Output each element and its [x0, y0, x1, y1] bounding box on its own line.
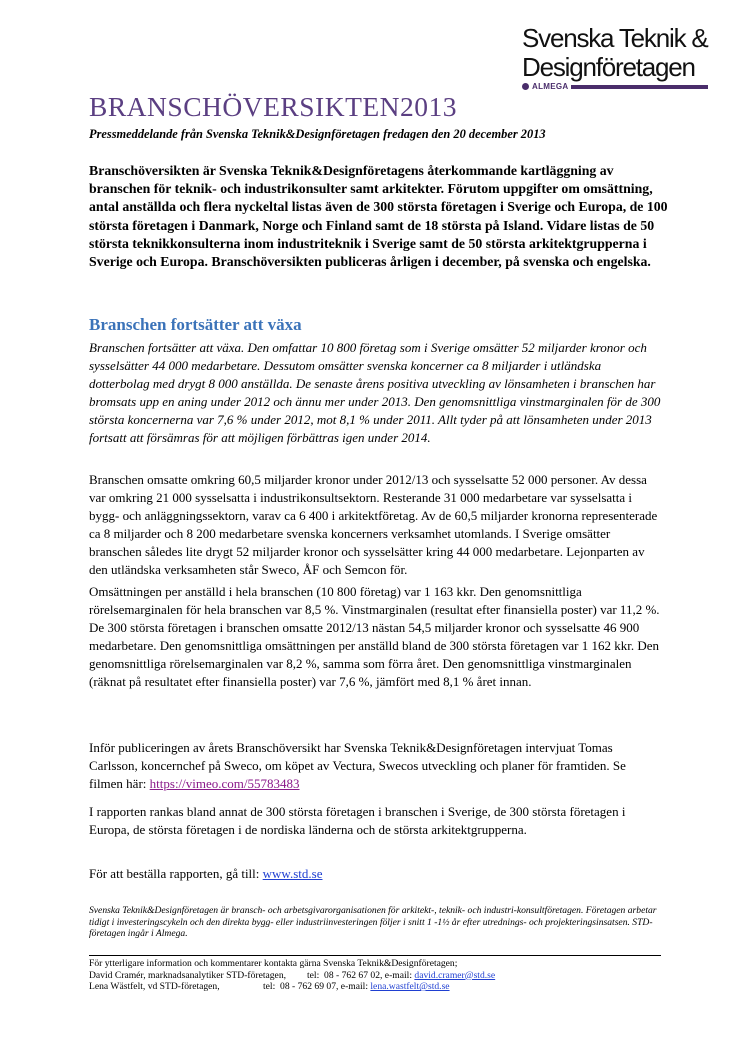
order-text: För att beställa rapporten, gå till: [89, 866, 263, 881]
paragraph-report-contents: I rapporten rankas bland annat de 300 största företagen i branschen i Sverige, de 300 största företagen i Europa, de största företagen i de nordiska länderna och de största arkitektgrupperna. [89, 804, 626, 838]
contact-intro: För ytterligare information och kommentarer kontakta gärna Svenska Teknik&Designföretagen; [89, 958, 458, 969]
paragraph-order-report [89, 865, 661, 883]
section-heading: Branschen fortsätter att växa [89, 315, 302, 334]
logo-text-line2: Designföretagen [522, 52, 695, 82]
email-link-lena[interactable]: lena.wastfelt@std.se [370, 981, 450, 993]
vimeo-link[interactable]: https://vimeo.com/55783483 [149, 776, 300, 792]
contact-row-lena [89, 981, 661, 993]
organization-note: Svenska Teknik&Designföretagen är bransch- och arbetsgivarorganisationen för arkitekt-, teknik- och industri-konsultföretagen. Företagen arbetar tidigt i investeringscykeln och den direkta bygg- eller industriinvesteringen följer i snitt 1 -1½ år efter utrednings- och projekteringsinsatsen. STD-företagen ingår i Almega. [89, 905, 657, 940]
logo-text-line1: Svenska Teknik & [522, 23, 708, 53]
logo-almega-bar [522, 82, 708, 91]
std-website-link[interactable]: www.std.se [262, 866, 323, 881]
contact-name: David Cramér, marknadsanalytiker STD-företagen, [89, 969, 287, 981]
contact-row-david [89, 970, 661, 982]
contact-tel: tel: 08 - 762 67 02, e-mail: [307, 969, 415, 981]
logo-underline [571, 85, 708, 89]
contact-name: Lena Wästfelt, vd STD-företagen, [89, 981, 220, 993]
logo-almega-text: ALMEGA [532, 82, 569, 91]
paragraph-industry-size: Branschen omsatte omkring 60,5 miljarder kronor under 2012/13 och sysselsatte 52 000 personer. Av dessa var omkring 21 000 sysselsatta i industrikonsultsektorn. Resterande 31 000 medarbetare var sysselsatta i bygg- och anläggningssektorn, varav ca 6 400 i arkitektföretag. Av de 60,5 miljarder kronorna representerade ca 8 miljarder och 8 200 medarbetare svenska koncerners verksamhet utomlands. I Sverige omsätter branschen således lite drygt 52 miljarder kronor och sysselsätter kring 44 000 medarbetare. Lejonparten av den utländska verksamheten står Sweco, ÅF och Semcon för. [89, 472, 658, 578]
interview-text: Inför publiceringen av årets Branschöversikt har Svenska Teknik&Designföretagen intervjuat Tomas Carlsson, koncernchef på Sweco, om köpet av Vectura, Swecos utveckling och planer för framtiden. Se filmen här: [89, 740, 626, 792]
std-logo [522, 23, 718, 91]
paragraph-margins: Omsättningen per anställd i hela branschen (10 800 företag) var 1 163 kkr. Den genomsnittliga rörelsemarginalen för hela branschen var 8,5 %. Vinstmarginalen (resultat efter finansiella poster) var 11,2 %. De 300 största företagen i branschen omsatte 2012/13 nästan 54,5 miljarder kronor och sysselsatte 46 900 medarbetare. Den genomsnittliga omsättningen per anställd bland de 300 största företagen var 1 162 kkr. Den genomsnittliga rörelsemarginalen var 8,2 %, samma som förra året. Den genomsnittliga vinstmarginalen (räknat på resultatet efter finansiella poster) var 7,6 %, jämfört med 8,1 % året innan. [89, 584, 660, 690]
contact-tel: tel: 08 - 762 69 07, e-mail: [263, 981, 371, 993]
email-link-david[interactable]: david.cramer@std.se [414, 969, 496, 981]
document-subtitle: Pressmeddelande från Svenska Teknik&Designföretagen fredagen den 20 december 2013 [89, 127, 546, 141]
logo-dot-icon [522, 83, 529, 90]
lead-paragraph: Branschöversikten är Svenska Teknik&Designföretagens återkommande kartläggning av branschen för teknik- och industrikonsulter samt arkitekter. Förutom uppgifter om omsättning, antal anställda och flera nyckeltal listas även de 300 största företagen i Sverige och Europa, de 100 största företagen i Danmark, Norge och Finland samt de 18 största på Island. Vidare listas de 50 största teknikkonsulterna inom industriteknik i Sverige samt de 50 största arkitektgrupperna i Sverige och Europa. Branschöversikten publiceras årligen i december, på svenska och engelska. [89, 163, 668, 270]
contact-info [89, 958, 661, 993]
document-title: BRANSCHÖVERSIKTEN2013 [89, 91, 458, 122]
paragraph-interview [89, 739, 661, 793]
section-intro: Branschen fortsätter att växa. Den omfattar 10 800 företag som i Sverige omsätter 52 miljarder kronor och sysselsätter 44 000 medarbetare. Dessutom omsätter svenska koncerner ca 8 miljarder i utländska dotterbolag med drygt 8 000 anställda. De senaste årens positiva utveckling av lönsamheten i branschen har bromsats upp en aning under 2012 och ännu mer under 2013. Den genomsnittliga vinstmarginalen för de 300 största koncernerna var 7,6 % under 2012, mot 8,1 % under 2011. Allt tyder på att lönsamheten under 2013 fortsatt att försämras för att möjligen förbättras igen under 2014. [89, 340, 661, 446]
footer-divider [89, 955, 661, 956]
